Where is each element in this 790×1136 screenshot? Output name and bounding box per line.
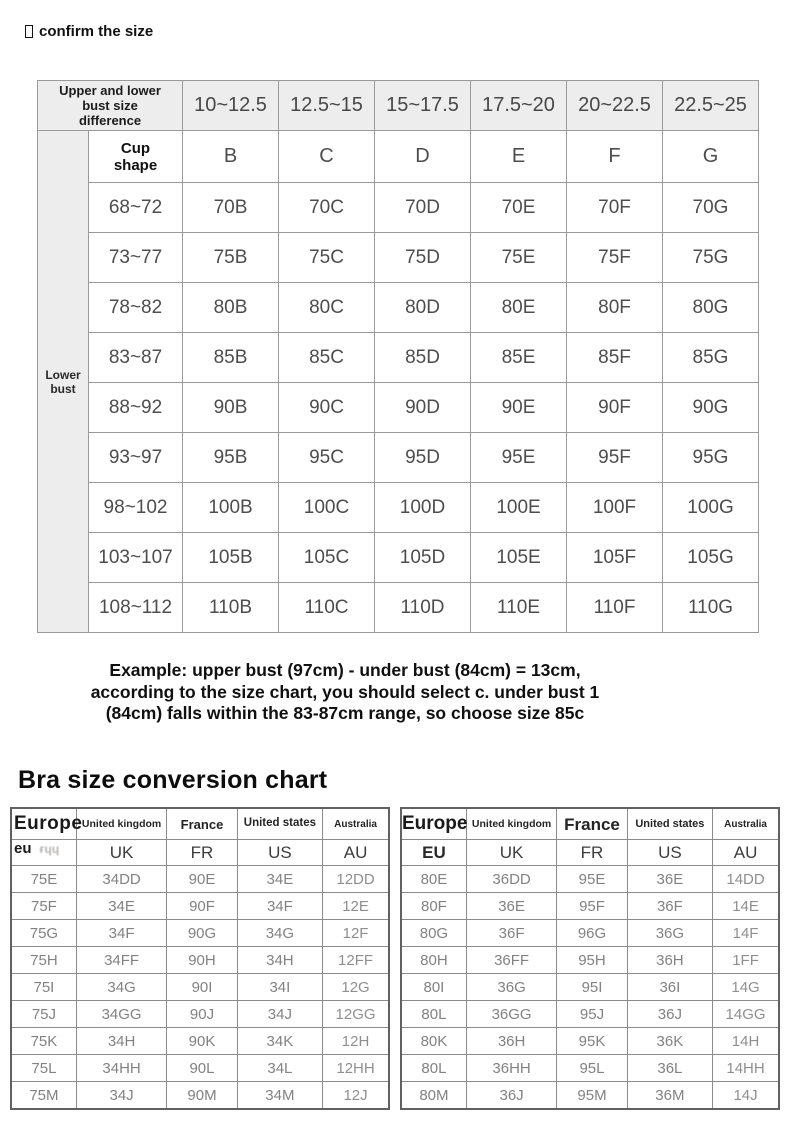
example-text bbox=[0, 660, 690, 725]
bra-size-cell: 95D bbox=[375, 433, 471, 483]
diff-range-header: 22.5~25 bbox=[663, 81, 759, 131]
size-chart-row bbox=[38, 533, 759, 583]
bra-size-cell: 100B bbox=[183, 483, 279, 533]
conversion-size-cell: 90I bbox=[167, 974, 237, 1001]
conversion-size-cell: 80L bbox=[401, 1055, 466, 1082]
conversion-size-cell: 36M bbox=[627, 1082, 712, 1110]
conversion-size-cell: 34G bbox=[237, 920, 322, 947]
region-code-cell: AU bbox=[713, 840, 779, 866]
conversion-size-cell: 36F bbox=[466, 920, 556, 947]
conversion-size-cell: 34F bbox=[76, 920, 166, 947]
conversion-size-cell: 36GG bbox=[466, 1001, 556, 1028]
conversion-size-cell: 80L bbox=[401, 1001, 466, 1028]
conversion-size-cell: 14H bbox=[713, 1028, 779, 1055]
conversion-size-cell: 14E bbox=[713, 893, 779, 920]
size-chart-row bbox=[38, 333, 759, 383]
bra-size-cell: 80F bbox=[567, 283, 663, 333]
conversion-row bbox=[401, 1001, 779, 1028]
region-header-france: France bbox=[167, 808, 237, 840]
conversion-row bbox=[11, 1082, 389, 1110]
conversion-row bbox=[11, 920, 389, 947]
bra-size-cell: 105D bbox=[375, 533, 471, 583]
conversion-table-80-band bbox=[400, 807, 780, 1110]
conversion-size-cell: 34H bbox=[76, 1028, 166, 1055]
conversion-size-cell: 90L bbox=[167, 1055, 237, 1082]
conversion-size-cell: 36HH bbox=[466, 1055, 556, 1082]
under-bust-range-cell: 88~92 bbox=[89, 383, 183, 433]
conversion-size-cell: 36J bbox=[466, 1082, 556, 1110]
bra-size-cell: 90G bbox=[663, 383, 759, 433]
conversion-size-cell: 36E bbox=[466, 893, 556, 920]
conversion-table-75-band bbox=[10, 807, 390, 1110]
conversion-size-cell: 14G bbox=[713, 974, 779, 1001]
bra-size-cell: 110G bbox=[663, 583, 759, 633]
bra-size-cell: 95C bbox=[279, 433, 375, 483]
conversion-size-cell: 90E bbox=[167, 866, 237, 893]
region-code-cell: AU bbox=[323, 840, 389, 866]
region-code-cell: UK bbox=[76, 840, 166, 866]
conversion-size-cell: 80E bbox=[401, 866, 466, 893]
bra-size-cell: 80B bbox=[183, 283, 279, 333]
conversion-row bbox=[11, 974, 389, 1001]
conversion-size-cell: 36J bbox=[627, 1001, 712, 1028]
region-header-uk: United kingdom bbox=[466, 808, 556, 840]
bra-size-cell: 100G bbox=[663, 483, 759, 533]
bra-size-cell: 105F bbox=[567, 533, 663, 583]
conversion-size-cell: 75H bbox=[11, 947, 76, 974]
region-header-france: France bbox=[557, 808, 627, 840]
example-line: Example: upper bust (97cm) - under bust (84cm) = 13cm, bbox=[109, 660, 581, 680]
bra-size-cell: 90C bbox=[279, 383, 375, 433]
under-bust-range-cell: 93~97 bbox=[89, 433, 183, 483]
conversion-size-cell: 90G bbox=[167, 920, 237, 947]
region-code-cell: eu ғɥɥ bbox=[11, 840, 76, 866]
conversion-size-cell: 95K bbox=[557, 1028, 627, 1055]
under-bust-range-cell: 103~107 bbox=[89, 533, 183, 583]
bra-size-cell: 70B bbox=[183, 183, 279, 233]
conversion-size-cell: 12FF bbox=[323, 947, 389, 974]
region-header-australia: Australia bbox=[323, 808, 389, 840]
bra-size-cell: 85F bbox=[567, 333, 663, 383]
conversion-row bbox=[401, 947, 779, 974]
bra-size-cell: 105E bbox=[471, 533, 567, 583]
bra-size-cell: 110D bbox=[375, 583, 471, 633]
region-header-australia: Australia bbox=[713, 808, 779, 840]
region-code-cell: FR bbox=[167, 840, 237, 866]
conversion-size-cell: 90F bbox=[167, 893, 237, 920]
bra-size-cell: 70C bbox=[279, 183, 375, 233]
conversion-size-cell: 80I bbox=[401, 974, 466, 1001]
diff-range-header: 15~17.5 bbox=[375, 81, 471, 131]
conversion-size-cell: 12H bbox=[323, 1028, 389, 1055]
conversion-size-cell: 36G bbox=[627, 920, 712, 947]
cup-shape-label: Cup shape bbox=[89, 131, 183, 183]
bra-size-cell: 85G bbox=[663, 333, 759, 383]
conversion-size-cell: 95F bbox=[557, 893, 627, 920]
region-header-us: United states bbox=[627, 808, 712, 840]
conversion-row bbox=[11, 1055, 389, 1082]
conversion-row bbox=[401, 1028, 779, 1055]
conversion-size-cell: 36FF bbox=[466, 947, 556, 974]
region-header-europe: Europe bbox=[11, 808, 76, 840]
diff-corner-header: Upper and lower bust size difference bbox=[38, 81, 183, 131]
size-chart-row bbox=[38, 283, 759, 333]
conversion-size-cell: 34DD bbox=[76, 866, 166, 893]
conversion-row bbox=[11, 947, 389, 974]
example-line: (84cm) falls within the 83-87cm range, so choose size 85c bbox=[105, 703, 585, 723]
bra-size-cell: 75C bbox=[279, 233, 375, 283]
conversion-size-cell: 80M bbox=[401, 1082, 466, 1110]
conversion-size-cell: 14DD bbox=[713, 866, 779, 893]
conversion-row bbox=[11, 1001, 389, 1028]
conversion-size-cell: 12HH bbox=[323, 1055, 389, 1082]
conversion-size-cell: 75M bbox=[11, 1082, 76, 1110]
cup-letter-cell: F bbox=[567, 131, 663, 183]
bra-size-cell: 85E bbox=[471, 333, 567, 383]
conversion-size-cell: 36F bbox=[627, 893, 712, 920]
conversion-size-cell: 14HH bbox=[713, 1055, 779, 1082]
bra-size-cell: 95F bbox=[567, 433, 663, 483]
region-code-cell: EU bbox=[401, 840, 466, 866]
bra-size-cell: 95E bbox=[471, 433, 567, 483]
bra-size-cell: 75E bbox=[471, 233, 567, 283]
conversion-size-cell: 34E bbox=[76, 893, 166, 920]
conversion-size-cell: 34HH bbox=[76, 1055, 166, 1082]
ghost-text-artifact: ғɥɥ bbox=[39, 842, 60, 856]
bra-size-cell: 110B bbox=[183, 583, 279, 633]
conversion-row bbox=[401, 1055, 779, 1082]
under-bust-range-cell: 108~112 bbox=[89, 583, 183, 633]
conversion-size-cell: 95H bbox=[557, 947, 627, 974]
bra-size-cell: 105G bbox=[663, 533, 759, 583]
conversion-size-cell: 34I bbox=[237, 974, 322, 1001]
conversion-size-cell: 80K bbox=[401, 1028, 466, 1055]
conversion-row bbox=[401, 866, 779, 893]
bra-size-cell: 80D bbox=[375, 283, 471, 333]
diff-range-header: 12.5~15 bbox=[279, 81, 375, 131]
under-bust-range-cell: 68~72 bbox=[89, 183, 183, 233]
under-bust-range-cell: 78~82 bbox=[89, 283, 183, 333]
size-chart-row bbox=[38, 233, 759, 283]
region-code-cell: US bbox=[627, 840, 712, 866]
conversion-row bbox=[11, 866, 389, 893]
conversion-size-cell: 14F bbox=[713, 920, 779, 947]
conversion-size-cell: 34L bbox=[237, 1055, 322, 1082]
conversion-size-cell: 36L bbox=[627, 1055, 712, 1082]
cup-letter-cell: E bbox=[471, 131, 567, 183]
region-header-us: United states bbox=[237, 808, 322, 840]
conversion-size-cell: 14J bbox=[713, 1082, 779, 1110]
bra-size-cell: 85D bbox=[375, 333, 471, 383]
region-code-cell: FR bbox=[557, 840, 627, 866]
under-bust-range-cell: 83~87 bbox=[89, 333, 183, 383]
conversion-size-cell: 12F bbox=[323, 920, 389, 947]
bra-size-cell: 70D bbox=[375, 183, 471, 233]
bra-size-cell: 95B bbox=[183, 433, 279, 483]
conversion-tables bbox=[10, 807, 780, 1110]
conversion-size-cell: 34FF bbox=[76, 947, 166, 974]
conversion-size-cell: 95I bbox=[557, 974, 627, 1001]
conversion-chart-heading: Bra size conversion chart bbox=[18, 766, 328, 794]
conversion-size-cell: 36I bbox=[627, 974, 712, 1001]
conversion-size-cell: 90K bbox=[167, 1028, 237, 1055]
conversion-row bbox=[401, 1082, 779, 1110]
bra-size-cell: 100F bbox=[567, 483, 663, 533]
conversion-size-cell: 1FF bbox=[713, 947, 779, 974]
conversion-size-cell: 80G bbox=[401, 920, 466, 947]
bra-size-cell: 70F bbox=[567, 183, 663, 233]
conversion-size-cell: 34K bbox=[237, 1028, 322, 1055]
conversion-size-cell: 36H bbox=[627, 947, 712, 974]
cup-letter-cell: B bbox=[183, 131, 279, 183]
bra-size-cell: 90E bbox=[471, 383, 567, 433]
conversion-size-cell: 95M bbox=[557, 1082, 627, 1110]
size-chart-row bbox=[38, 483, 759, 533]
bra-size-cell: 85B bbox=[183, 333, 279, 383]
conversion-size-cell: 34M bbox=[237, 1082, 322, 1110]
conversion-size-cell: 36G bbox=[466, 974, 556, 1001]
conversion-size-cell: 75I bbox=[11, 974, 76, 1001]
size-chart-row bbox=[38, 183, 759, 233]
bra-size-cell: 90B bbox=[183, 383, 279, 433]
bra-size-cell: 90D bbox=[375, 383, 471, 433]
conversion-size-cell: 36DD bbox=[466, 866, 556, 893]
bra-size-cell: 100D bbox=[375, 483, 471, 533]
conversion-size-cell: 34GG bbox=[76, 1001, 166, 1028]
conversion-size-cell: 75J bbox=[11, 1001, 76, 1028]
conversion-size-cell: 75L bbox=[11, 1055, 76, 1082]
bra-size-cell: 80C bbox=[279, 283, 375, 333]
region-header-europe: Europe bbox=[401, 808, 466, 840]
conversion-size-cell: 75K bbox=[11, 1028, 76, 1055]
conversion-size-cell: 90M bbox=[167, 1082, 237, 1110]
bra-size-cell: 80E bbox=[471, 283, 567, 333]
bra-size-cell: 95G bbox=[663, 433, 759, 483]
diff-range-header: 10~12.5 bbox=[183, 81, 279, 131]
example-line: according to the size chart, you should select c. under bust 1 bbox=[90, 681, 600, 702]
bra-size-cell: 105C bbox=[279, 533, 375, 583]
conversion-size-cell: 14GG bbox=[713, 1001, 779, 1028]
conversion-size-cell: 80F bbox=[401, 893, 466, 920]
bra-size-cell: 110E bbox=[471, 583, 567, 633]
conversion-row bbox=[11, 893, 389, 920]
conversion-size-cell: 75G bbox=[11, 920, 76, 947]
cup-letter-cell: C bbox=[279, 131, 375, 183]
conversion-size-cell: 34G bbox=[76, 974, 166, 1001]
box-glyph-icon bbox=[25, 25, 33, 38]
region-code-cell: UK bbox=[466, 840, 556, 866]
conversion-size-cell: 34F bbox=[237, 893, 322, 920]
bra-size-cell: 100E bbox=[471, 483, 567, 533]
bra-size-cell: 70G bbox=[663, 183, 759, 233]
bra-size-cell: 110F bbox=[567, 583, 663, 633]
conversion-size-cell: 12J bbox=[323, 1082, 389, 1110]
conversion-size-cell: 90H bbox=[167, 947, 237, 974]
bra-size-cell: 100C bbox=[279, 483, 375, 533]
region-header-uk: United kingdom bbox=[76, 808, 166, 840]
bra-size-cell: 75G bbox=[663, 233, 759, 283]
conversion-size-cell: 12E bbox=[323, 893, 389, 920]
bra-size-cell: 75B bbox=[183, 233, 279, 283]
bra-size-cell: 110C bbox=[279, 583, 375, 633]
cup-letter-cell: G bbox=[663, 131, 759, 183]
conversion-size-cell: 12DD bbox=[323, 866, 389, 893]
under-bust-range-cell: 73~77 bbox=[89, 233, 183, 283]
conversion-size-cell: 36K bbox=[627, 1028, 712, 1055]
size-chart-row bbox=[38, 583, 759, 633]
conversion-row bbox=[401, 893, 779, 920]
diff-range-header: 20~22.5 bbox=[567, 81, 663, 131]
conversion-size-cell: 12G bbox=[323, 974, 389, 1001]
bra-size-cell: 75D bbox=[375, 233, 471, 283]
bra-size-cell: 105B bbox=[183, 533, 279, 583]
conversion-size-cell: 96G bbox=[557, 920, 627, 947]
conversion-size-cell: 95J bbox=[557, 1001, 627, 1028]
bra-size-cell: 85C bbox=[279, 333, 375, 383]
bra-size-cell: 70E bbox=[471, 183, 567, 233]
under-bust-range-cell: 98~102 bbox=[89, 483, 183, 533]
conversion-size-cell: 75F bbox=[11, 893, 76, 920]
conversion-size-cell: 12GG bbox=[323, 1001, 389, 1028]
diff-range-header: 17.5~20 bbox=[471, 81, 567, 131]
confirm-size-heading bbox=[25, 23, 153, 40]
cup-letter-cell: D bbox=[375, 131, 471, 183]
conversion-size-cell: 34J bbox=[237, 1001, 322, 1028]
conversion-size-cell: 80H bbox=[401, 947, 466, 974]
bra-size-cell: 80G bbox=[663, 283, 759, 333]
bra-size-cell: 75F bbox=[567, 233, 663, 283]
confirm-size-title: confirm the size bbox=[39, 23, 154, 40]
size-chart-row bbox=[38, 433, 759, 483]
conversion-size-cell: 34H bbox=[237, 947, 322, 974]
size-chart-row bbox=[38, 383, 759, 433]
conversion-size-cell: 75E bbox=[11, 866, 76, 893]
conversion-size-cell: 95E bbox=[557, 866, 627, 893]
conversion-size-cell: 36E bbox=[627, 866, 712, 893]
conversion-row bbox=[401, 920, 779, 947]
conversion-row bbox=[11, 1028, 389, 1055]
conversion-row bbox=[401, 974, 779, 1001]
size-chart-table bbox=[37, 80, 759, 633]
region-code-cell: US bbox=[237, 840, 322, 866]
conversion-size-cell: 90J bbox=[167, 1001, 237, 1028]
lower-bust-axis-label: Lower bust bbox=[38, 131, 89, 633]
conversion-size-cell: 95L bbox=[557, 1055, 627, 1082]
bra-size-cell: 90F bbox=[567, 383, 663, 433]
conversion-size-cell: 36H bbox=[466, 1028, 556, 1055]
conversion-size-cell: 34J bbox=[76, 1082, 166, 1110]
conversion-size-cell: 34E bbox=[237, 866, 322, 893]
